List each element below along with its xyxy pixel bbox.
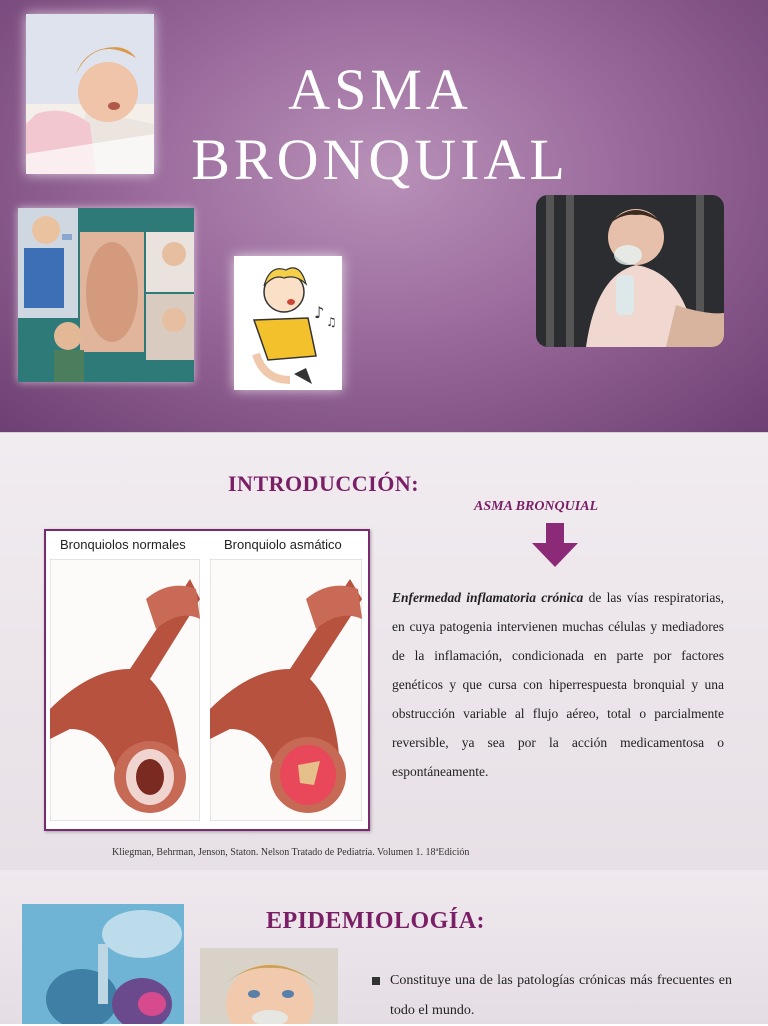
epidemiology-bullet-list bbox=[370, 966, 732, 1026]
down-arrow-icon bbox=[530, 523, 580, 569]
slide-title bbox=[140, 55, 620, 195]
nebulizer-child-photo bbox=[536, 195, 724, 347]
title-line-2: BRONQUIAL bbox=[191, 127, 569, 192]
epidemiology-bullet: Constituye una de las patologías crónicas más frecuentes en todo el mundo. bbox=[370, 966, 732, 1026]
normal-bronchiole-label: Bronquiolos normales bbox=[60, 537, 186, 552]
svg-text:♪: ♪ bbox=[314, 303, 325, 322]
child-with-mask-photo bbox=[200, 948, 338, 1024]
bronchiole-comparison-figure bbox=[44, 529, 370, 831]
definition-body: de las vías respiratorias, en cuya patogenia intervienen muchas células y mediadores de la inflamación, condicionada en parte por factores genéticos y que cursa con hiperrespuesta bronquial y una obstrucción variable al flujo aéreo, total o parcialmente reversible, ya sea por la acción medicamentosa o espontáneamente. bbox=[392, 590, 724, 779]
normal-bronchiole-illustration bbox=[50, 559, 200, 821]
epidemiology-slide bbox=[0, 870, 768, 1024]
title-slide bbox=[0, 0, 768, 432]
asthmatic-bronchiole-illustration bbox=[210, 559, 362, 821]
coughing-child-photo bbox=[26, 14, 154, 174]
asthma-definition-paragraph bbox=[392, 583, 724, 786]
coughing-boy-cartoon bbox=[234, 256, 342, 390]
asthmatic-bronchiole-label: Bronquiolo asmático bbox=[224, 537, 342, 552]
introduction-heading: INTRODUCCIÓN: bbox=[228, 471, 420, 496]
title-line-1: ASMA bbox=[288, 57, 472, 122]
reference-citation: Kliegman, Behrman, Jenson, Staton. Nelson Tratado de Pediatría. Volumen 1. 18ªEdición bbox=[112, 847, 470, 858]
introduction-slide bbox=[0, 432, 768, 872]
definition-lead: Enfermedad inflamatoria crónica bbox=[392, 590, 584, 605]
inhaler-collage-photo bbox=[18, 208, 194, 382]
lungs-illustration-photo bbox=[22, 904, 184, 1024]
svg-text:♫: ♫ bbox=[326, 315, 337, 329]
asthma-subheading: ASMA BRONQUIAL bbox=[474, 499, 599, 514]
epidemiology-heading: EPIDEMIOLOGÍA: bbox=[266, 908, 486, 934]
